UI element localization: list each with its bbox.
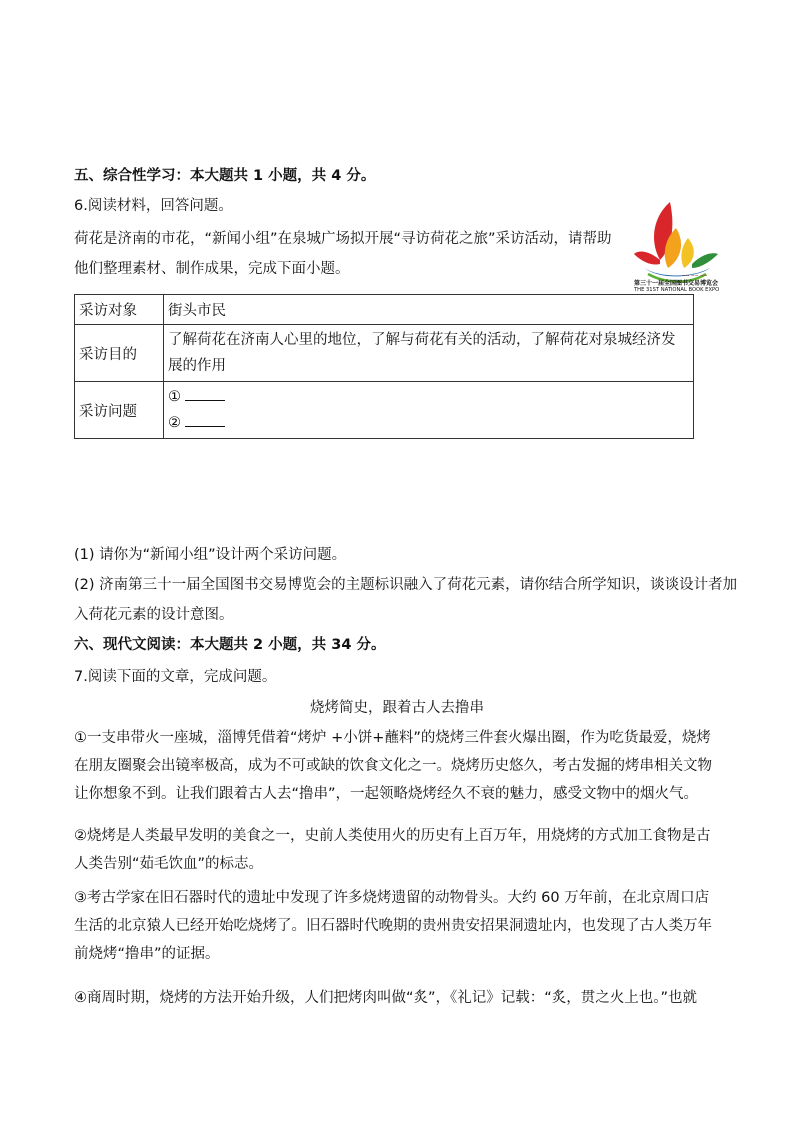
answer-number-1: ① — [168, 389, 181, 405]
logo-caption-en: THE 31ST NATIONAL BOOK EXPO — [634, 287, 720, 293]
answer-line-1 — [168, 384, 689, 410]
table-head-cell: 采访问题 — [75, 382, 164, 439]
q6-title: 6.阅读材料，回答问题。 — [74, 198, 233, 214]
article-paragraph-3: ③考古学家在旧石器时代的遗址中发现了许多烧烤遗留的动物骨头。大约 60 万年前，在北京周口店生活的北京猿人已经开始吃烧烤了。旧石器时代晚期的贵州贵安招果洞遗址内，也发现了古人类万年前烧烤“撸串”的证据。 — [74, 890, 712, 962]
q6-sub2-line1: (2) 济南第三十一届全国图书交易博览会的主题标识融入了荷花元素，请你结合所学知识，谈谈设计者加 — [74, 577, 738, 593]
table-row — [75, 382, 694, 439]
svg-text:~~ ~~ ~~: ~~ ~~ ~~ — [682, 274, 708, 279]
logo-caption-cn: 第三十一届全国图书交易博览会 — [634, 280, 719, 287]
article-paragraph-1: ①一支串带火一座城，淄博凭借着“烤炉 +小饼+蘸料”的烧烤三件套火爆出圈，作为吃货最爱，烧烤在朋友圈聚会出镜率极高，成为不可或缺的饮食文化之一。烧烤历史悠久，考古发掘的烤串相关文物让你想象不到。让我们跟着古人去“撸串”，一起领略烧烤经久不衰的魅力，感受文物中的烟火气。 — [74, 730, 712, 802]
article-title: 烧烤简史，跟着古人去撸串 — [310, 700, 484, 716]
interview-table — [74, 294, 694, 439]
table-head-cell: 采访对象 — [75, 295, 164, 325]
q6-intro-line1: 荷花是济南的市花，“新闻小组”在泉城广场拟开展“寻访荷花之旅”采访活动，请帮助 — [74, 231, 612, 247]
article-paragraph-2: ②烧烤是人类最早发明的美食之一，史前人类使用火的历史有上百万年，用烧烤的方式加工食物是古人类告别“茹毛饮血”的标志。 — [74, 828, 711, 872]
answer-blank-1[interactable] — [185, 388, 225, 401]
q6-intro-line2: 他们整理素材、制作成果，完成下面小题。 — [74, 261, 350, 277]
section6-heading: 六、现代文阅读：本大题共 2 小题，共 34 分。 — [74, 637, 386, 653]
answer-number-2: ② — [168, 415, 181, 431]
table-content-cell — [164, 382, 694, 439]
section5-heading: 五、综合性学习：本大题共 1 小题，共 4 分。 — [74, 168, 376, 184]
table-head-cell: 采访目的 — [75, 325, 164, 382]
answer-line-2 — [168, 410, 689, 436]
q6-sub1: (1) 请你为“新闻小组”设计两个采访问题。 — [74, 547, 347, 563]
q7-title: 7.阅读下面的文章，完成问题。 — [74, 669, 277, 685]
table-content-cell: 街头市民 — [164, 295, 694, 325]
table-content-cell: 了解荷花在济南人心里的地位，了解与荷花有关的活动，了解荷花对泉城经济发展的作用 — [164, 325, 694, 382]
answer-blank-2[interactable] — [185, 414, 225, 427]
table-row — [75, 295, 694, 325]
article-paragraph-4: ④商周时期，烧烤的方法开始升级，人们把烤肉叫做“炙”，《礼记》记载：“炙，贯之火上也。”也就 — [74, 990, 698, 1006]
q6-sub2-line2: 入荷花元素的设计意图。 — [74, 607, 234, 623]
table-row — [75, 325, 694, 382]
